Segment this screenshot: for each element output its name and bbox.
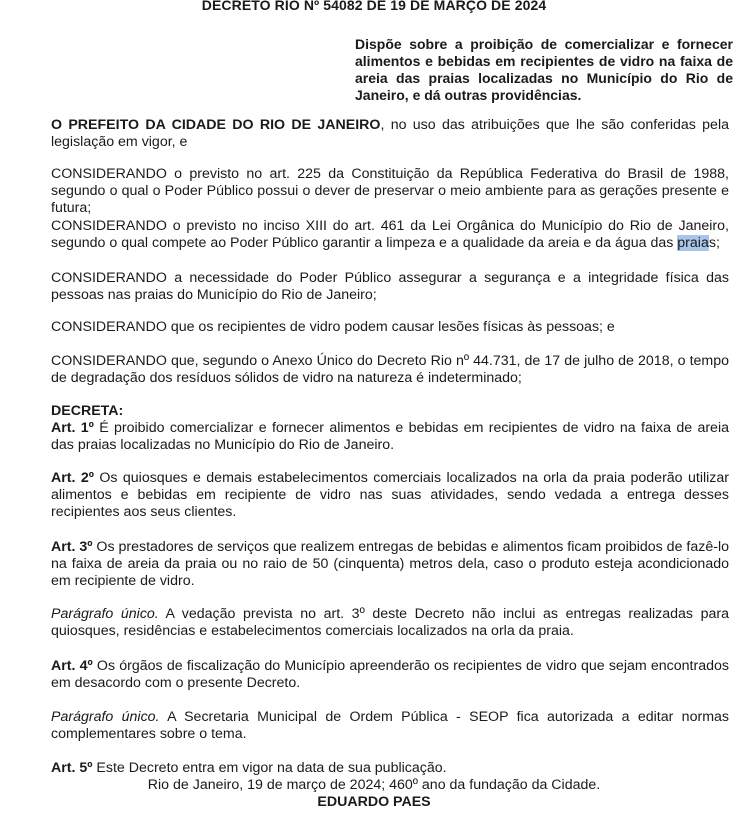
considerando-1: CONSIDERANDO o previsto no art. 225 da Constituição da República Federativa do Brasil de 1988, segundo o qual o Poder Público possui o dever de preservar o meio ambiente para as gerações presente e futura;: [51, 166, 729, 216]
article-label: Art. 3º: [51, 539, 93, 555]
article-2: [51, 470, 729, 521]
paragrafo-label: Parágrafo único.: [51, 606, 159, 622]
article-4: [51, 658, 729, 692]
considerando-5: CONSIDERANDO que, segundo o Anexo Único do Decreto Rio nº 44.731, de 17 de julho de 2018, o tempo de degradação dos resíduos sólidos de vidro na natureza é indeterminado;: [51, 353, 729, 386]
considerando-3: CONSIDERANDO a necessidade do Poder Público assegurar a segurança e a integridade física das pessoas nas praias do Município do Rio de Janeiro;: [51, 270, 729, 303]
preamble-authority: O PREFEITO DA CIDADE DO RIO DE JANEIRO: [51, 117, 381, 133]
considerando-2-tail: s;: [708, 235, 720, 251]
article-text: Este Decreto entra em vigor na data de sua publicação.: [92, 760, 447, 776]
article-1: [51, 420, 729, 454]
considerando-2: [51, 218, 729, 252]
paragrafo-text: A vedação prevista no art. 3º deste Decreto não inclui as entregas realizadas para quiosques, residências e estabelecimentos comerciais localizados na orla da praia.: [51, 606, 729, 639]
article-text: Os prestadores de serviços que realizem entregas de bebidas e alimentos ficam proibidos de fazê-lo na faixa de areia da praia ou no raio de 50 (cinquenta) metros dela, caso o produto esteja acondicionado em recipiente de vidro.: [51, 539, 729, 589]
article-label: Art. 5º: [51, 760, 93, 776]
paragrafo-unico-2: [51, 709, 729, 743]
considerando-4: CONSIDERANDO que os recipientes de vidro podem causar lesões físicas às pessoas; e: [51, 319, 615, 335]
article-text: É proibido comercializar e fornecer alimentos e bebidas em recipientes de vidro na faixa de areia das praias localizadas no Município do Rio de Janeiro.: [51, 420, 729, 453]
article-text: Os quiosques e demais estabelecimentos comerciais localizados na orla da praia poderão utilizar alimentos e bebidas em recipiente de vidro nas suas atividades, sendo vedada a entrega desses recipientes aos seus clientes.: [51, 470, 729, 520]
article-label: Art. 1º: [51, 420, 94, 436]
ementa: Dispõe sobre a proibição de comercializar e fornecer alimentos e bebidas em recipientes de vidro na faixa de areia das praias localizadas no Município do Rio de Janeiro, e dá outras providências.: [355, 36, 733, 103]
considerando-2-text: CONSIDERANDO o previsto no inciso XIII do art. 461 da Lei Orgânica do Município do Rio de Janeiro, segundo o qual compete ao Poder Público garantir a limpeza e a qualidade da areia e da água das: [51, 218, 729, 251]
article-5: [51, 760, 729, 777]
preamble: [51, 117, 729, 151]
decreta-heading: DECRETA:: [51, 403, 124, 419]
article-label: Art. 2º: [51, 470, 94, 486]
decree-title: DECRETO RIO Nº 54082 DE 19 DE MARÇO DE 2024: [201, 0, 547, 13]
article-3: [51, 539, 729, 590]
preamble-text: , no uso das atribuições que lhe são conferidas pela legislação em vigor, e: [51, 117, 729, 150]
paragrafo-label: Parágrafo único.: [51, 709, 160, 725]
paragrafo-unico-1: [51, 606, 729, 640]
signature: EDUARDO PAES: [317, 794, 431, 810]
paragrafo-text: A Secretaria Municipal de Ordem Pública - SEOP fica autorizada a editar normas complementares sobre o tema.: [51, 709, 729, 742]
article-text: Os órgãos de fiscalização do Município apreenderão os recipientes de vidro que sejam encontrados em desacordo com o presente Decreto.: [51, 658, 729, 691]
place-and-date: Rio de Janeiro, 19 de março de 2024; 460º ano da fundação da Cidade.: [147, 777, 601, 793]
text-selection-highlight[interactable]: praia: [677, 235, 709, 251]
article-label: Art. 4º: [51, 658, 93, 674]
